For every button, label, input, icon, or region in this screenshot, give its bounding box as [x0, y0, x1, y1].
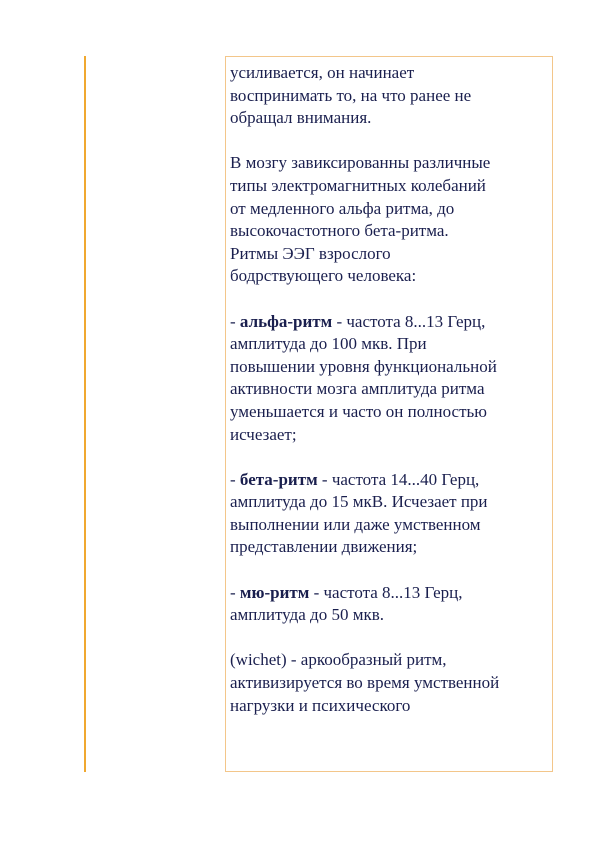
text-line: В мозгу завиксированны различные	[230, 153, 491, 173]
text-body	[230, 62, 552, 717]
text-line: исчезает;	[230, 424, 297, 444]
left-margin-rule	[84, 56, 86, 772]
text-line: амплитуда до 100 мкв. При	[230, 334, 427, 354]
text-line: повышении уровня функциональной	[230, 356, 497, 376]
text-line: уменьшается и часто он полностью	[230, 401, 487, 421]
paragraph-mu-rhythm	[230, 582, 552, 627]
text-line: обращал внимания.	[230, 108, 372, 128]
text-line: представлении движения;	[230, 537, 418, 557]
text-line-term: - мю-ритм - частота 8...13 Герц,	[230, 582, 463, 602]
term-definition-start: - частота 8...13 Герц,	[309, 582, 463, 602]
text-line: Ритмы ЭЭГ взрослого	[230, 243, 391, 263]
paragraph-alpha-rhythm	[230, 311, 552, 447]
text-line: усиливается, он начинает	[230, 63, 415, 82]
text-line: типы электромагнитных колебаний	[230, 175, 486, 195]
text-line: выполнении или даже умственном	[230, 514, 481, 534]
term-beta-rhythm: бета-ритм	[239, 469, 318, 489]
paragraph-eeg-rhythms-intro	[230, 152, 552, 288]
text-line: амплитуда до 15 мкВ. Исчезает при	[230, 492, 488, 512]
text-line: активности мозга амплитуда ритма	[230, 379, 485, 399]
term-mu-rhythm: мю-ритм	[239, 582, 310, 602]
paragraph-perception	[230, 62, 552, 130]
text-line: воспринимать то, на что ранее не	[230, 85, 472, 105]
text-line: нагрузки и психического	[230, 695, 411, 715]
paragraph-beta-rhythm	[230, 469, 552, 559]
text-line: активизируется во время умственной	[230, 673, 500, 693]
text-line-term: - альфа-ритм - частота 8...13 Герц,	[230, 311, 486, 331]
text-line: бодрствующего человека:	[230, 266, 417, 286]
text-line-term: - бета-ритм - частота 14...40 Герц,	[230, 469, 480, 489]
term-definition-start: - частота 14...40 Герц,	[317, 469, 480, 489]
paragraph-wicket-rhythm	[230, 649, 552, 717]
text-line: высокочастотного бета-ритма.	[230, 221, 449, 241]
text-line: амплитуда до 50 мкв.	[230, 605, 385, 625]
text-line: от медленного альфа ритма, до	[230, 198, 455, 218]
term-definition-start: - частота 8...13 Герц,	[332, 311, 486, 331]
text-line: (wichet) - аркообразный ритм,	[230, 650, 447, 670]
term-alpha-rhythm: альфа-ритм	[239, 311, 333, 331]
